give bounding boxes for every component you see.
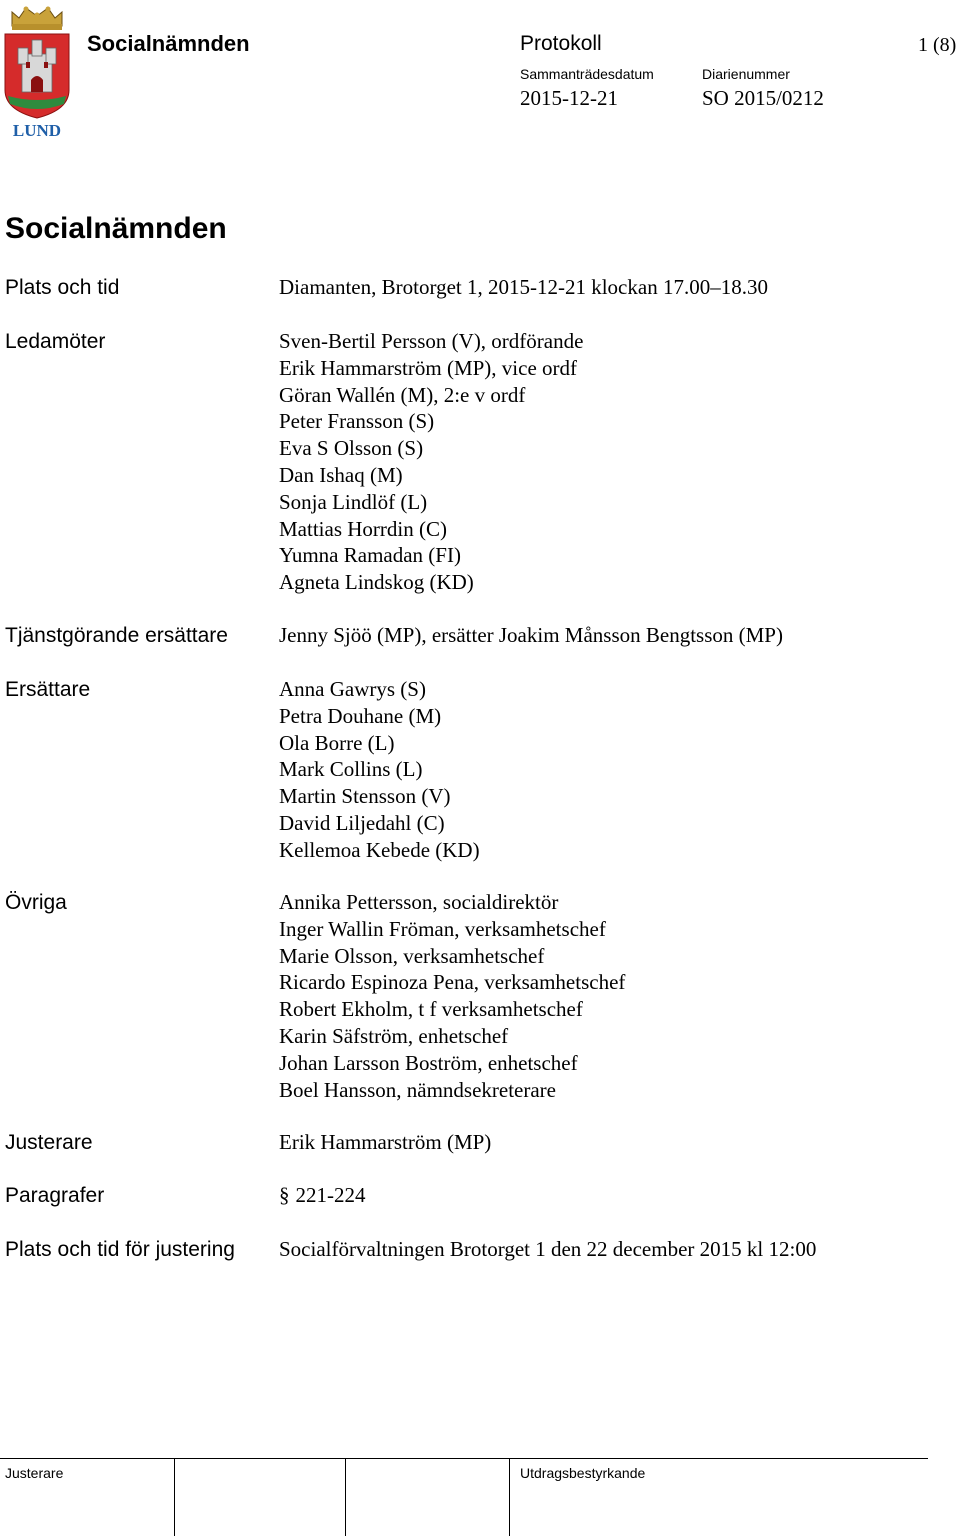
others-label: Övriga: [5, 891, 67, 914]
adjusters-label: Justerare: [5, 1131, 93, 1154]
paragraphs-value: 221-224: [295, 1183, 366, 1207]
list-item: Annika Pettersson, socialdirektör: [279, 890, 559, 914]
paragraph-sign: §: [279, 1183, 290, 1207]
substitutes-label: Ersättare: [5, 678, 91, 701]
list-item: Johan Larsson Boström, enhetschef: [279, 1050, 578, 1075]
serving-substitutes-value: Jenny Sjöö (MP), ersätter Joakim Månsson Bengtsson (MP): [279, 623, 783, 647]
meeting-date-label: Sammanträdesdatum: [520, 66, 654, 82]
list-item: Robert Ekholm, t f verksamhetschef: [279, 997, 583, 1022]
footer-certification-label: Utdragsbestyrkande: [520, 1465, 646, 1481]
list-item: Boel Hansson, nämndsekreterare: [279, 1077, 556, 1102]
adjust-place-label: Plats och tid för justering: [5, 1238, 235, 1261]
list-item: Dan Ishaq (M): [279, 462, 403, 487]
document-type: Protokoll: [520, 32, 602, 55]
list-item: Inger Wallin Fröman, verksamhetschef: [279, 916, 606, 941]
list-item: Peter Fransson (S): [279, 409, 435, 434]
registration-number-label: Diarienummer: [702, 66, 790, 82]
page-number: 1 (8): [918, 34, 957, 56]
footer-adjusters-label: Justerare: [5, 1465, 64, 1481]
list-item: Erik Hammarström (MP), vice ordf: [279, 355, 578, 380]
list-item: David Liljedahl (C): [279, 810, 445, 835]
list-item: Sven-Bertil Persson (V), ordförande: [279, 329, 584, 353]
signature-box-divider: [345, 1459, 346, 1536]
paragraphs-value-wrapper: [279, 1182, 366, 1209]
list-item: Eva S Olsson (S): [279, 436, 424, 461]
list-item: Anna Gawrys (S): [279, 677, 426, 701]
serving-substitutes-label: Tjänstgörande ersättare: [5, 624, 228, 647]
list-item: Karin Säfström, enhetschef: [279, 1023, 509, 1048]
list-item: Ricardo Espinoza Pena, verksamhetschef: [279, 970, 626, 995]
adjust-place-value: Socialförvaltningen Brotorget 1 den 22 december 2015 kl 12:00: [279, 1237, 817, 1261]
place-and-time-label: Plats och tid: [5, 276, 120, 299]
list-item: Kellemoa Kebede (KD): [279, 837, 480, 862]
meeting-date-value: 2015-12-21: [520, 86, 618, 110]
registration-number-value: SO 2015/0212: [702, 86, 824, 110]
list-item: Petra Douhane (M): [279, 703, 442, 728]
paragraphs-label: Paragrafer: [5, 1184, 105, 1207]
list-item: Sonja Lindlöf (L): [279, 489, 428, 514]
svg-text:LUND: LUND: [12, 121, 62, 140]
others-list: [279, 889, 625, 1103]
list-item: Mark Collins (L): [279, 757, 423, 782]
list-item: Ola Borre (L): [279, 730, 395, 755]
place-and-time-value: Diamanten, Brotorget 1, 2015-12-21 klockan 17.00–18.30: [279, 275, 768, 299]
list-item: Göran Wallén (M), 2:e v ordf: [279, 382, 526, 407]
list-item: Martin Stensson (V): [279, 784, 451, 809]
signature-box-divider: [174, 1459, 175, 1536]
page-title: Socialnämnden: [5, 212, 227, 245]
members-label: Ledamöter: [5, 330, 106, 353]
list-item: Marie Olsson, verksamhetschef: [279, 943, 545, 968]
members-list: [279, 328, 583, 596]
list-item: Mattias Horrdin (C): [279, 516, 447, 541]
adjusters-value: Erik Hammarström (MP): [279, 1130, 492, 1154]
signature-footer: [0, 1458, 928, 1536]
list-item: Agneta Lindskog (KD): [279, 570, 474, 595]
lund-coat-of-arms-logo: [4, 4, 70, 140]
substitutes-list: [279, 676, 480, 864]
organization-name: Socialnämnden: [87, 31, 250, 56]
list-item: Yumna Ramadan (FI): [279, 543, 461, 568]
signature-box-divider: [509, 1459, 510, 1536]
